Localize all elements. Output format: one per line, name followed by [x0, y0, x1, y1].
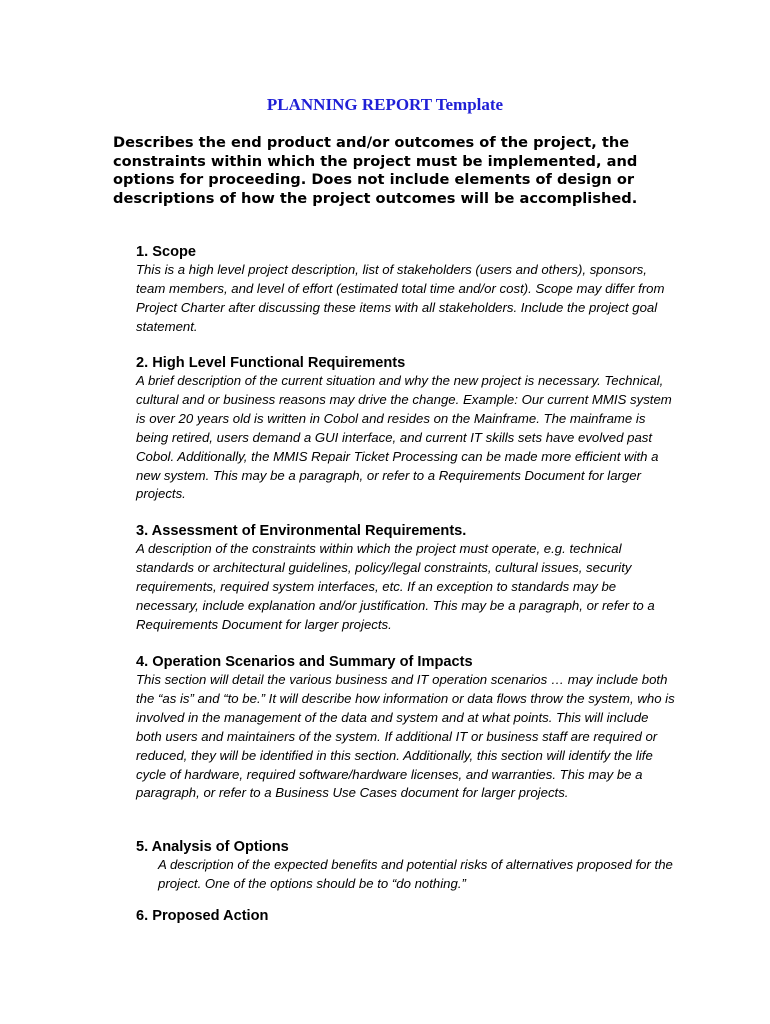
section-analysis-of-options: [136, 838, 676, 894]
section-environmental-requirements: [136, 522, 676, 635]
section-heading: 2. High Level Functional Requirements: [136, 355, 406, 371]
document-title: PLANNING REPORT Template: [266, 95, 504, 114]
section-operation-scenarios: [136, 653, 676, 803]
section-body: A description of the constraints within which the project must operate, e.g. technical standards or architectural guidelines, policy/legal constraints, cultural issues, security requirements, required system interfaces, etc. If an exception to standards may be necessary, include explanation and/or justification. This may be a paragraph, or refer to a Requirements Document for larger projects.: [136, 541, 655, 632]
document-intro: Describes the end product and/or outcomes of the project, the constraints within which the project must be implemented, and options for proceeding. Does not include elements of design or descriptions of how the project outcomes will be accomplished.: [113, 134, 638, 207]
section-heading: 1. Scope: [136, 244, 197, 260]
section-functional-requirements: [136, 354, 676, 504]
section-proposed-action: [136, 907, 676, 925]
section-body: This section will detail the various business and IT operation scenarios … may include both the “as is” and “to be.” It will describe how information or data flows throw the system, who is involved in the management of the data and system and at what points. This will include both users and maintainers of the system. If additional IT or business staff are required or reduced, they will be identified in this section. Additionally, this section will identify the life cycle of hardware, required software/hardware licenses, and warranties. This may be a paragraph, or refer to a Business Use Cases document for larger projects.: [136, 672, 675, 801]
section-body: This is a high level project description, list of stakeholders (users and others), sponsors, team members, and level of effort (estimated total time and/or cost). Scope may differ from Project Charter after discussing these items with all stakeholders. Include the project goal statement.: [136, 262, 665, 334]
section-heading: 4. Operation Scenarios and Summary of Impacts: [136, 654, 473, 670]
section-heading: 6. Proposed Action: [136, 908, 269, 924]
section-heading: 5. Analysis of Options: [136, 839, 289, 855]
section-body: A brief description of the current situation and why the new project is necessary. Technical, cultural and or business reasons may drive the change. Example: Our current MMIS system is over 20 years old is written in Cobol and resides on the Mainframe. The mainframe is being retired, users demand a GUI interface, and current IT skills sets have evolved past Cobol. Additionally, the MMIS Repair Ticket Processing can be made more efficient with a new system. This may be a paragraph, or refer to a Requirements Document for larger projects.: [136, 373, 672, 502]
section-scope: [136, 243, 676, 337]
section-heading: 3. Assessment of Environmental Requirements.: [136, 523, 467, 539]
section-body: A description of the expected benefits and potential risks of alternatives proposed for the project. One of the options should be to “do nothing.”: [158, 857, 673, 891]
